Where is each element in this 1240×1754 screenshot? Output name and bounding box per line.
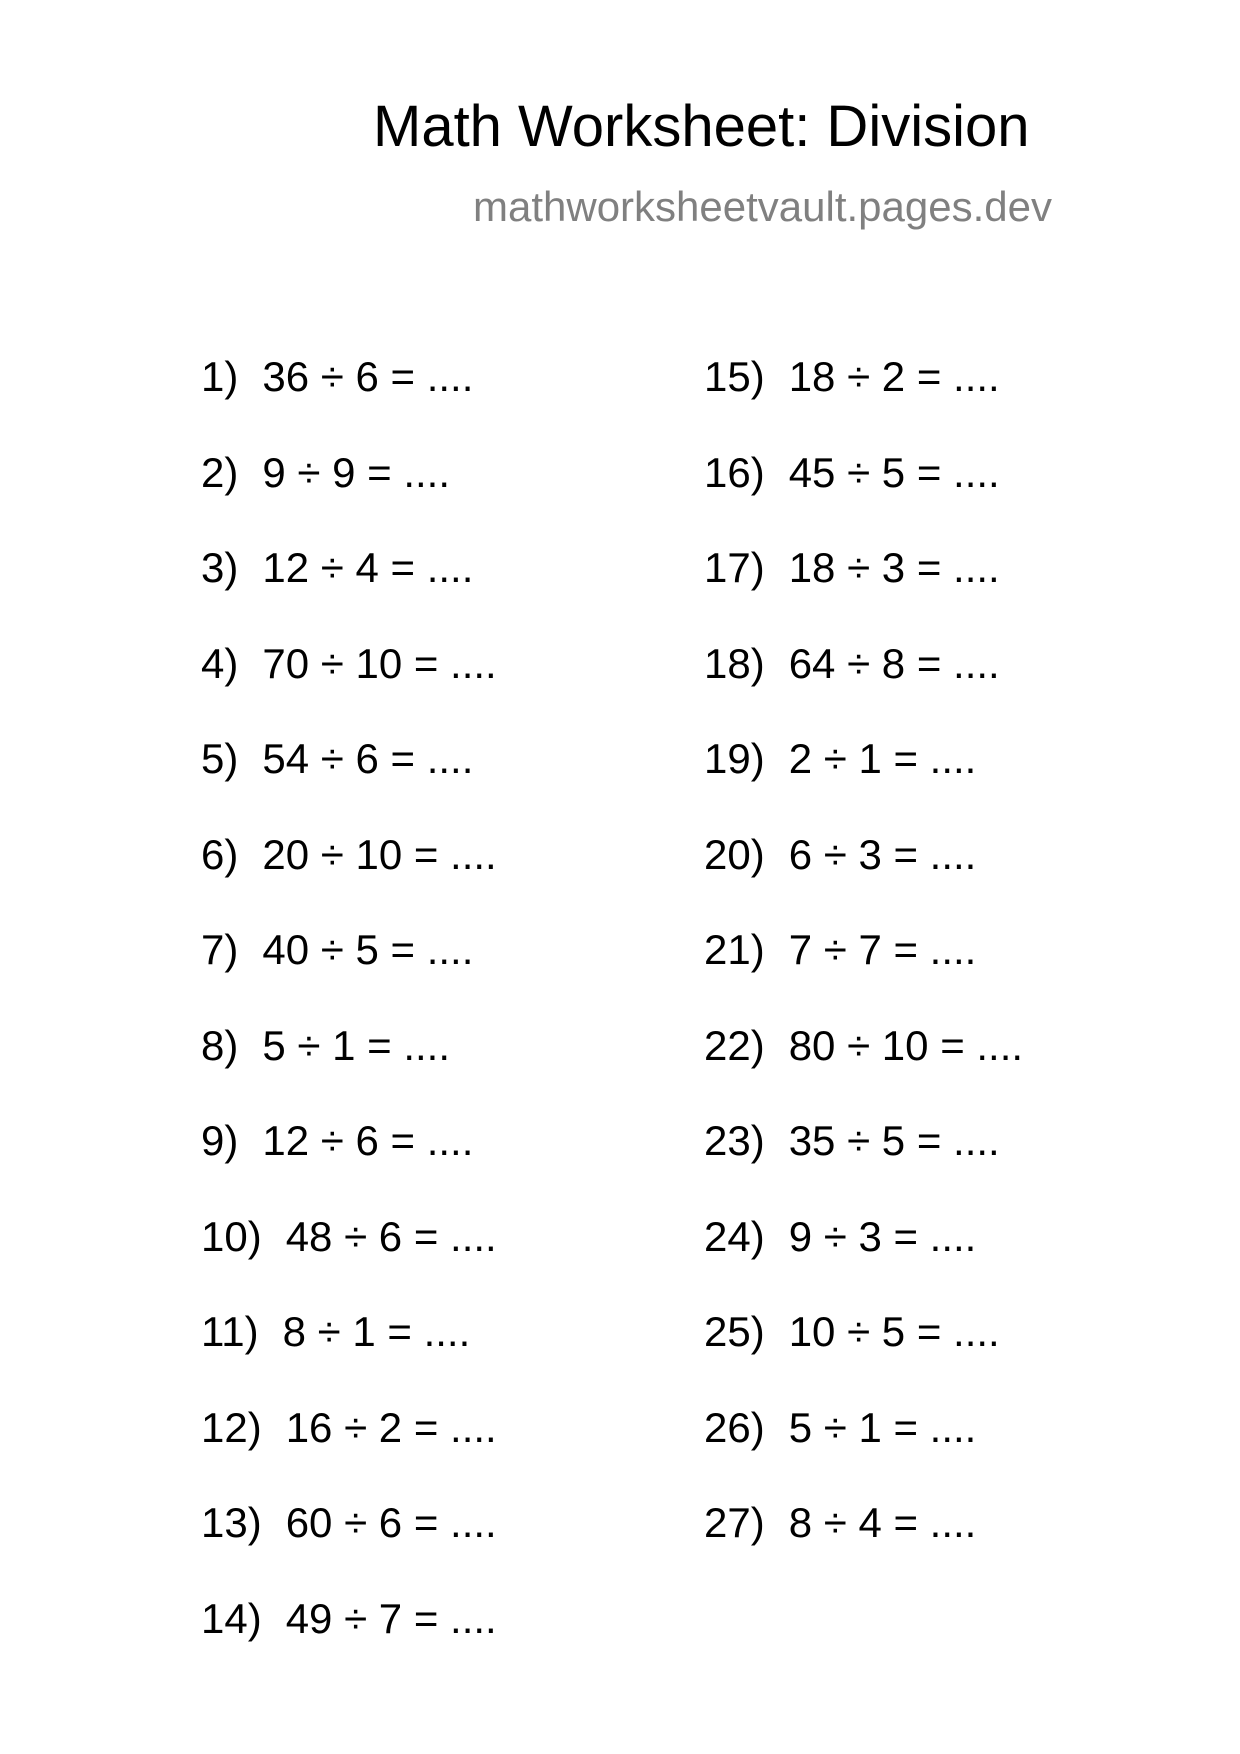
- problem-expression: 8 ÷ 4 = ....: [788, 1499, 977, 1546]
- problem-item: [201, 1117, 497, 1213]
- problems-left-column: [201, 353, 497, 1690]
- problem-item: [201, 926, 497, 1022]
- problem-number: 4): [201, 639, 239, 687]
- problem-number: 10): [201, 1212, 262, 1260]
- problems-right-column: [704, 353, 1023, 1595]
- problem-item: [201, 640, 497, 736]
- problem-item: [201, 831, 497, 927]
- problem-number: 7): [201, 926, 239, 973]
- worksheet-title: Math Worksheet: Division: [373, 94, 1030, 159]
- problem-item: [704, 1404, 1023, 1500]
- problem-number: 19): [704, 735, 765, 782]
- problem-expression: 12 ÷ 6 = ....: [262, 1117, 474, 1164]
- problem-item: [201, 1213, 497, 1309]
- problem-expression: 54 ÷ 6 = ....: [262, 735, 474, 782]
- problem-number: 13): [201, 1499, 262, 1546]
- problem-expression: 40 ÷ 5 = ....: [262, 926, 474, 973]
- problem-expression: 48 ÷ 6 = ....: [285, 1212, 497, 1260]
- problem-number: 9): [201, 1117, 239, 1164]
- problem-number: 5): [201, 735, 239, 782]
- problem-expression: 64 ÷ 8 = ....: [788, 639, 1000, 687]
- problem-expression: 9 ÷ 9 = ....: [262, 448, 451, 496]
- problem-expression: 6 ÷ 3 = ....: [788, 830, 977, 878]
- problem-expression: 45 ÷ 5 = ....: [788, 448, 1000, 496]
- problem-item: [704, 640, 1023, 736]
- problem-expression: 80 ÷ 10 = ....: [788, 1021, 1024, 1069]
- problem-number: 3): [201, 544, 239, 591]
- problem-number: 27): [704, 1499, 765, 1546]
- problem-expression: 12 ÷ 4 = ....: [262, 544, 474, 591]
- problem-expression: 5 ÷ 1 = ....: [262, 1021, 451, 1069]
- problem-item: [201, 353, 497, 449]
- problem-number: 18): [704, 639, 765, 687]
- problem-expression: 10 ÷ 5 = ....: [788, 1308, 1000, 1355]
- problem-expression: 9 ÷ 3 = ....: [788, 1212, 977, 1260]
- problem-item: [704, 353, 1023, 449]
- problem-number: 14): [201, 1594, 262, 1642]
- problem-number: 21): [704, 926, 765, 973]
- problem-item: [704, 449, 1023, 545]
- problem-item: [704, 1499, 1023, 1595]
- problem-expression: 5 ÷ 1 = ....: [788, 1403, 977, 1451]
- problem-number: 1): [201, 353, 239, 400]
- problem-item: [704, 926, 1023, 1022]
- problem-expression: 35 ÷ 5 = ....: [788, 1117, 1000, 1164]
- problem-expression: 18 ÷ 2 = ....: [788, 353, 1000, 400]
- problem-number: 22): [704, 1021, 765, 1069]
- problem-item: [201, 1499, 497, 1595]
- problem-number: 11): [201, 1308, 259, 1355]
- problem-number: 2): [201, 448, 239, 496]
- problem-number: 15): [704, 353, 765, 400]
- problem-item: [704, 1022, 1023, 1118]
- problem-number: 16): [704, 448, 765, 496]
- problem-item: [704, 544, 1023, 640]
- problem-expression: 49 ÷ 7 = ....: [285, 1594, 497, 1642]
- problem-expression: 20 ÷ 10 = ....: [262, 830, 497, 878]
- problem-expression: 70 ÷ 10 = ....: [262, 639, 497, 687]
- problem-number: 25): [704, 1308, 765, 1355]
- problem-item: [704, 1213, 1023, 1309]
- problem-number: 23): [704, 1117, 765, 1164]
- problem-item: [704, 1308, 1023, 1404]
- website-url: mathworksheetvault.pages.dev: [473, 183, 1052, 230]
- problem-expression: 60 ÷ 6 = ....: [285, 1499, 497, 1546]
- problem-expression: 2 ÷ 1 = ....: [788, 735, 977, 782]
- problem-expression: 7 ÷ 7 = ....: [788, 926, 977, 973]
- problem-expression: 36 ÷ 6 = ....: [262, 353, 474, 400]
- problem-expression: 16 ÷ 2 = ....: [285, 1403, 497, 1451]
- problem-number: 24): [704, 1212, 765, 1260]
- problem-expression: 18 ÷ 3 = ....: [788, 544, 1000, 591]
- problem-number: 8): [201, 1021, 239, 1069]
- problem-expression: 8 ÷ 1 = ....: [282, 1308, 471, 1355]
- problem-item: [201, 1022, 497, 1118]
- problem-number: 6): [201, 830, 239, 878]
- problem-item: [201, 1595, 497, 1691]
- problem-number: 17): [704, 544, 765, 591]
- problem-item: [704, 831, 1023, 927]
- problem-item: [704, 1117, 1023, 1213]
- problem-item: [201, 544, 497, 640]
- problem-item: [201, 449, 497, 545]
- problem-number: 26): [704, 1403, 765, 1451]
- problem-item: [704, 735, 1023, 831]
- problem-number: 12): [201, 1403, 262, 1451]
- problem-item: [201, 1404, 497, 1500]
- problem-number: 20): [704, 830, 765, 878]
- problem-item: [201, 1308, 497, 1404]
- problem-item: [201, 735, 497, 831]
